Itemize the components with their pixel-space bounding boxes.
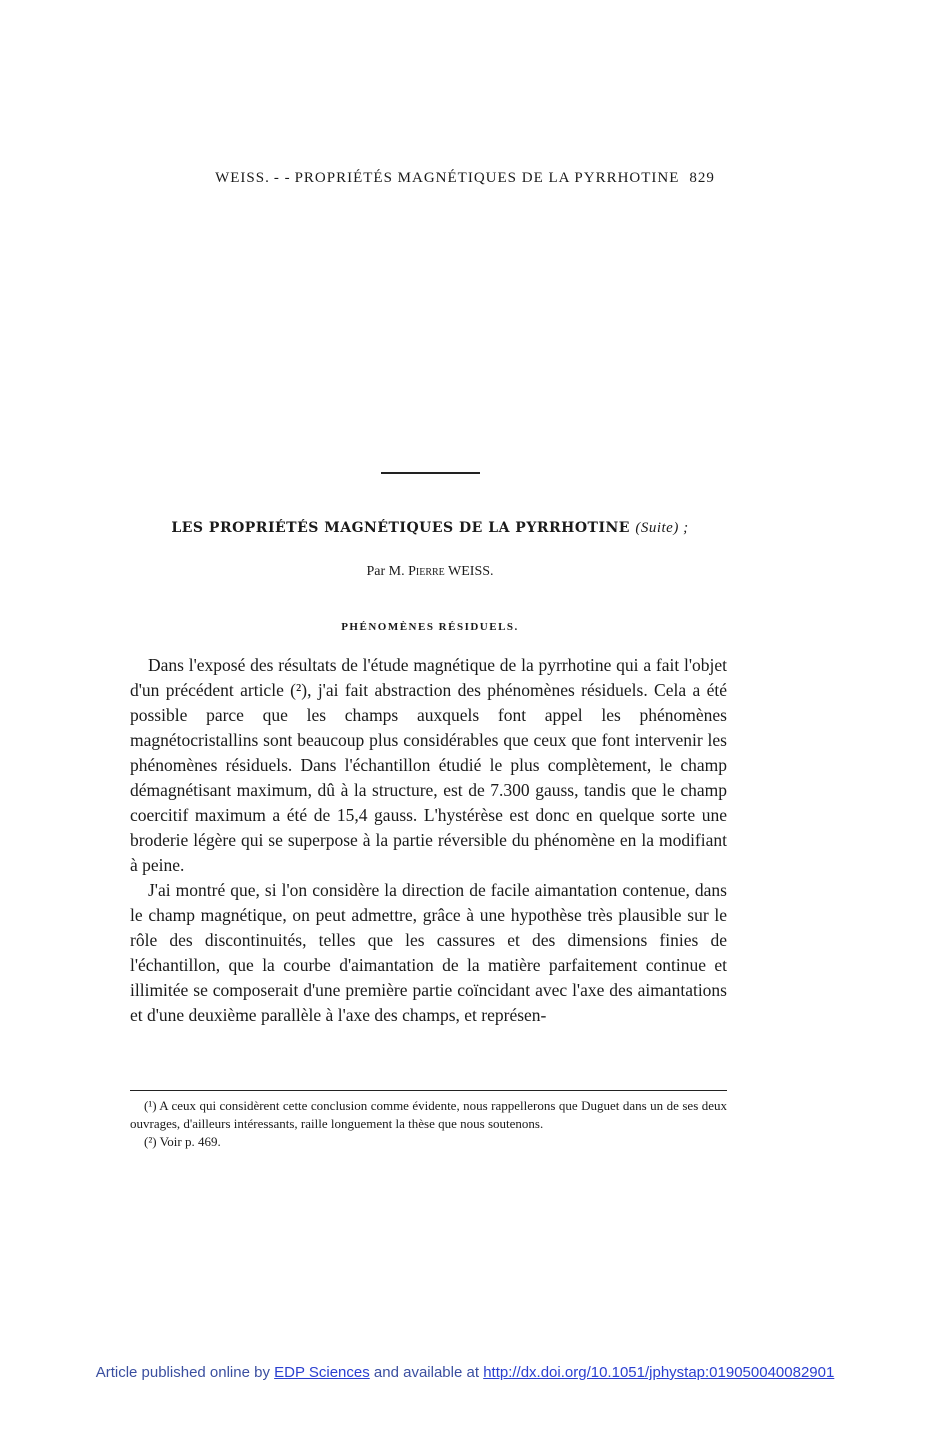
running-head: [0, 170, 930, 187]
running-head-separator: - -: [273, 170, 291, 186]
body-text: [130, 653, 727, 1028]
byline: [0, 564, 860, 580]
article-title-text: LES PROPRIÉTÉS MAGNÉTIQUES DE LA PYRRHOTINE: [171, 520, 630, 536]
doi-link[interactable]: http://dx.doi.org/10.1051/jphystap:019050040082901: [483, 1364, 835, 1381]
publisher-prefix: Article published online by: [95, 1364, 270, 1381]
byline-first-name: Pierre: [408, 564, 445, 579]
article-title: [0, 520, 860, 537]
edp-sciences-link[interactable]: EDP Sciences: [274, 1364, 370, 1381]
page-number: 829: [689, 170, 715, 186]
publisher-middle: and available at: [373, 1364, 480, 1381]
publisher-line: [0, 1364, 930, 1381]
footnote-separator: [130, 1090, 727, 1091]
section-heading: PHÉNOMÈNES RÉSIDUELS.: [341, 621, 519, 633]
running-head-title: PROPRIÉTÉS MAGNÉTIQUES DE LA PYRRHOTINE: [294, 170, 680, 186]
footnote: (¹) A ceux qui considèrent cette conclusion comme évidente, nous rappellerons que Duguet dans un de ses deux ouvrages, d'ailleurs intéressants, raille longuement la thèse que nous soutenons.: [130, 1098, 727, 1131]
byline-prefix: Par M.: [366, 564, 405, 579]
byline-last-name: WEISS.: [448, 564, 494, 579]
paragraph: J'ai montré que, si l'on considère la direction de facile aimantation contenue, dans le champ magnétique, on peut admettre, grâce à une hypothèse très plausible sur le rôle des discontinuités, telles que les cassures et des dimensions finies de l'échantillon, que la courbe d'aimantation de la matière parfaitement continue et illimitée se composerait d'une première partie coïncidant avec l'axe des aimantations et d'une deuxième parallèle à l'axe des champs, et représen-: [130, 880, 727, 1025]
paragraph: Dans l'exposé des résultats de l'étude magnétique de la pyrrhotine qui a fait l'objet d'un précédent article (²), j'ai fait abstraction des phénomènes résiduels. Cela a été possible parce que les champs auxquels font appel les phénomènes magnétocristallins sont beaucoup plus considérables que ceux que font intervenir les phénomènes résiduels. Dans l'échantillon étudié le plus complètement, le champ démagnétisant maximum, dû à la structure, est de 7.300 gauss, tandis que le champ coercitif maximum a été de 15,4 gauss. L'hystérèse est donc en quelque sorte une broderie légère qui se superpose à la partie réversible du phénomène en la modifiant à peine.: [130, 655, 727, 875]
running-head-author: WEISS.: [215, 170, 270, 186]
footnote: (²) Voir p. 469.: [144, 1134, 221, 1149]
footnotes: [130, 1097, 727, 1151]
title-ornament-rule: [381, 472, 480, 474]
article-title-suite: (Suite) ;: [635, 520, 689, 536]
